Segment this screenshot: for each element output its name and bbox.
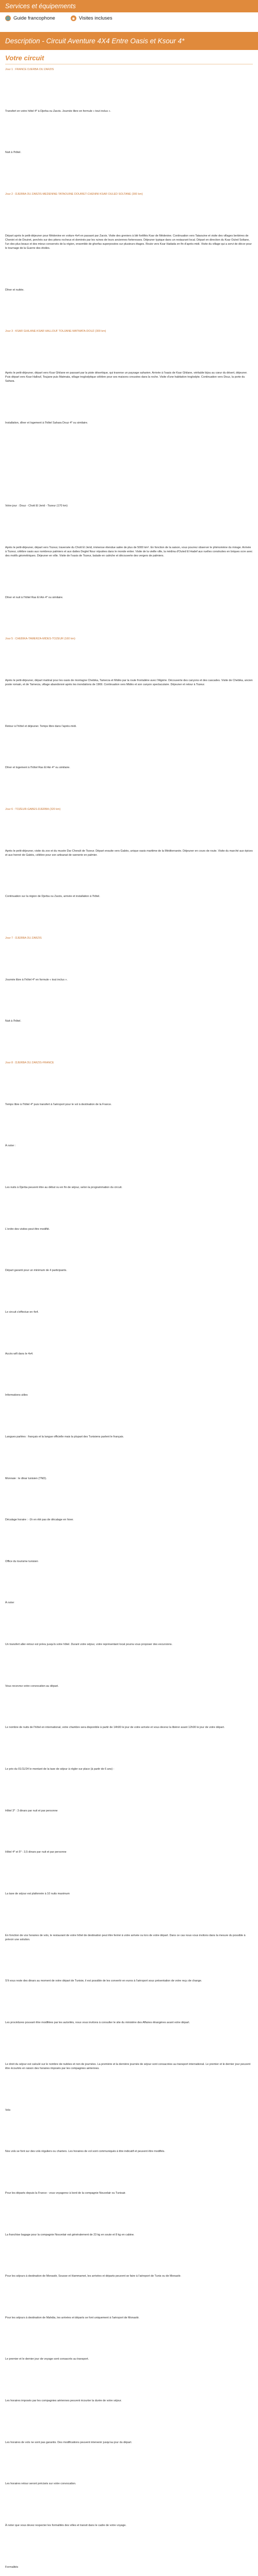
service-guide <box>5 15 55 21</box>
description-paragraph: La franchise bagage pour la compagnie Nouvelair est généralement de 23 kg en soute et 8 kg en cabine. <box>5 2233 135 2236</box>
globe-icon <box>5 15 11 21</box>
description-paragraph: Office du tourisme tunisien <box>5 1560 38 1563</box>
description-paragraph: Vols <box>5 2108 11 2112</box>
description-paragraph: Les procédures pouvant être modifiées par les autorités, nous vous invitons à consulter le site du ministère des Affaires étrangères avant votre départ. <box>5 2021 190 2025</box>
description-paragraph: Les horaires imposés par les compagnies aériennes peuvent écourter la durée de votre séjour. <box>5 2399 122 2403</box>
description-paragraph <box>5 462 253 466</box>
description-paragraph: Nos vols se font sur des vols réguliers ou charters. Les horaires de vol sont communiqués à titre indicatif et peuvent être modifiés. <box>5 2150 165 2154</box>
description-paragraph: Après le petit-déjeuner, départ matinal pour les oasis de montagne Chebika, Tamerza et Midès par la route frontalière avec l'Algérie. Découverte des canyons et des cascades. Visite de Chebika, ancien poste romain, et de Tamerza, village abandonné après les inondations de 1969. Continuation vers Midès et son canyon spectaculaire. Déjeuner et retour à Tozeur. <box>5 679 253 686</box>
description-paragraph: Retour à l'hôtel et déjeuner. Temps libre dans l'après-midi. <box>5 724 77 728</box>
description-paragraph: Le premier et le dernier jour de voyage sont consacrés au transport. <box>5 2358 89 2361</box>
description-paragraph: Pour les séjours à destination de Mahdia, les arrivées et départs se font uniquement à l'aéroport de Monastir. <box>5 2316 139 2319</box>
description-paragraph: La taxe de séjour est plafonnée à 10 nuits maximum <box>5 1892 70 1896</box>
service-visits <box>71 15 112 21</box>
description-paragraph: Les horaires de vols ne sont pas garantis. Des modifications peuvent intervenir jusqu'au jour du départ. <box>5 2441 132 2444</box>
description-paragraph: Pour les départs depuis la France : vous voyagerez à bord de la compagnie Nouvelair ou Tunisair. <box>5 2191 126 2195</box>
description-paragraph: Après le petit-déjeuner, départ vers Tozeur, traversée du Chott El Jerid, immense étendue salée de plus de 5000 km². En fonction de la saison, vous pourrez observer le phénomène du mirage. Arrivée à Tozeur, célèbre oasis aux nombreux palmiers et aux dattes Deglet Nour réputées dans le monde entier. Visite de la vieille ville, la médina d'Ouled El Hadef aux ruelles construites en briques ocre avec des motifs géométriques. Déjeuner en ville. Visite de l'oasis de Tozeur, balade en calèche et découverte des vergers de palmiers. <box>5 546 253 557</box>
description-paragraph: Hôtel 3* : 3 dinars par nuit et par personne <box>5 1809 58 1812</box>
description-paragraph: Les nuits à Djerba peuvent être au début ou en fin de séjour, selon la programmation du circuit. <box>5 1185 122 1189</box>
services-row <box>0 12 258 24</box>
description-paragraph: Formalités <box>5 2565 19 2569</box>
description-paragraph: Jour 3 : KSAR GHILANE-KSAR HALLOUF TOUJANE-MATMATA-DOUZ (300 km) <box>5 330 106 333</box>
description-paragraph: Décalage horaire : -1h en été pas de décalage en hiver. <box>5 1518 74 1522</box>
description-paragraph: Transfert en votre hôtel 4* à Djerba ou Zarzis. Journée libre en formule « tout inclus ». <box>5 109 111 113</box>
description-paragraph: Le circuit s'effectue en 4x4. <box>5 1310 39 1314</box>
description-paragraph: Monnaie : le dinar tunisien (TND). <box>5 1477 47 1480</box>
description-paragraph: À noter : <box>5 1144 16 1148</box>
description-paragraph: Après le petit-déjeuner, visite du zoo et du musée Dar Cheraït de Tozeur. Départ ensuite vers Gabès, unique oasis maritime de la Méditerranée. Déjeuner en cours de route. Visite du marché aux épices et aux henné de Gabès, célèbre pour son artisanat de vannerie en palmier. <box>5 849 253 857</box>
description-paragraph: Votre jour : Douz - Chott El Jerid - Tozeur (170 km) <box>5 504 68 508</box>
eye-icon <box>71 15 76 21</box>
circuit-section-title: Votre circuit <box>5 50 253 64</box>
description-paragraph: Jour 7 : DJERBA OU ZARZIS <box>5 936 42 940</box>
description-paragraph: Jour 8 : DJERBA OU ZARZIS-FRANCE <box>5 1061 54 1064</box>
description-paragraph: Jour 1 : FRANCE DJERBA OU ZARZIS <box>5 68 54 71</box>
description-header <box>0 32 258 50</box>
services-title: Services et équipements <box>5 3 76 10</box>
description-paragraph: Le nombre de nuits de l'hôtel en international, votre chambre sera disponible à partir de 14h00 le jour de votre arrivée et vous devrez la libérer avant 12h00 le jour de votre départ. <box>5 1726 225 1730</box>
description-paragraph: À noter <box>5 1601 14 1605</box>
description-paragraph: Journée libre à l'hôtel 4* en formule « tout inclus ». <box>5 978 68 981</box>
description-paragraph: Vous recevrez votre convocation au départ. <box>5 1684 59 1688</box>
description-paragraph: Installation, dîner et logement à l'hôtel Sahara Douz 4* ou similaire. <box>5 421 88 425</box>
description-paragraph: Jour 5 : CHEBIKA-TAMERZA-MIDES-TOZEUR (160 km) <box>5 637 75 641</box>
description-paragraph: Dîner et nuit à l'hôtel Ras El Ain 4* ou similaire. <box>5 596 63 599</box>
description-paragraph: Départ garanti pour un minimum de 4 participants. <box>5 1269 67 1273</box>
description-paragraph: Informations utiles <box>5 1394 28 1397</box>
description-paragraph: Continuation sur la région de Djerba ou Zarzis, arrivée et installation à l'hôtel. <box>5 895 100 899</box>
description-paragraph: À noter que vous devez respecter les formalités des villes et transit dans le cadre de votre voyage. <box>5 2524 126 2528</box>
description-paragraph: Le droit du séjour est calculé sur le nombre de nuitées et non de journées. La première et la dernière journée de séjour sont consacrées au transport international. Le premier et le dernier jour peuvent être écourtés en raison des horaires imposés par les compagnies aériennes. <box>5 2062 251 2070</box>
service-label-visits: Visites incluses <box>78 15 112 21</box>
description-paragraph: Après le petit-déjeuner, départ vers Ksar Ghilane en passant par la piste désertique, qui traverse un paysage saharien. Arrivée à l'oasis de Ksar Ghilane, véritable bijou au cœur du désert, déjeuner. Puis départ vers Ksar Hallouf, Toujane puis Matmata, village troglodytique célèbre pour ses maisons creusées dans la roche. Visite d'une habitation troglodyte. Continuation vers Douz, la porte du Sahara. <box>5 371 248 383</box>
description-paragraph: Dîner et logement à l'hôtel Ras El Ain 4* ou similaire. <box>5 766 70 770</box>
description-paragraph: Départ après le petit-déjeuner pour Médenine en voiture 4x4 en passant par Zarzis. Visite des greniers à blé fortifiés Ksar de Médenine. Continuation vers Tataouine et visite des villages berbères de Chenini et de Douiret, perchés sur des pitons rocheux et dominés par les ruines de leurs anciennes forteresses. Déjeuner typique dans un restaurant local. Départ en direction du Ksar Ouled Soltane, l'un des plus beaux et des mieux conservés de la région, ensemble de ghorfas superposées sur plusieurs étages. Route vers Ksar Hadada en fin d'après-midi. Visite du village qui a servi de décor pour le tournage de la Guerre des étoiles. <box>5 234 252 250</box>
description-paragraph: Nuit à l'hôtel. <box>5 1020 21 1023</box>
description-paragraph: En fonction de vos horaires de vols, le restaurant de votre hôtel de destination peut être fermé à votre arrivée ou lors de votre départ. Dans ce cas nous vous invitons dans la mesure du possible à prévoir une solution. <box>5 1934 246 1941</box>
description-paragraph: Langues parlées : français et la langue officielle mais la plupart des Tunisiens parlent le français. <box>5 1435 124 1438</box>
description-paragraph: Pour les séjours à destination de Monastir, Sousse et Hammamet, les arrivées et départs peuvent se faire à l'aéroport de Tunis ou de Monastir. <box>5 2275 181 2278</box>
description-paragraph: Le prix du 01/11/24 le montant de la taxe de séjour à régler sur place (à partir de 6 ans) : <box>5 1768 115 1771</box>
description-body <box>0 64 258 2576</box>
description-paragraph: L'ordre des visites peut être modifié. <box>5 1227 50 1231</box>
service-label-guide: Guide francophone <box>13 15 55 21</box>
description-paragraph: Hôtel 4* et 5* : 3,5 dinars par nuit et par personne <box>5 1851 67 1854</box>
description-paragraph: Nuit à l'hôtel. <box>5 151 21 155</box>
description-paragraph: Un transfert aller-retour est prévu jusqu'à votre hôtel. Durant votre séjour, votre représentant local pourra vous proposer des excursions. <box>5 1643 173 1647</box>
description-paragraph: S'il vous reste des dinars au moment de votre départ de Tunisie, il est possible de les convertir en euros à l'aéroport sous présentation de votre reçu de change. <box>5 1979 202 1983</box>
description-paragraph: Accès wifi dans le 4x4. <box>5 1352 34 1355</box>
services-header <box>0 0 258 12</box>
description-paragraph: Jour 6 : TOZEUR-GABES-DJERBA (320 km) <box>5 807 61 811</box>
description-paragraph: Jour 2 : DJERBA OU ZARZIS-MEDENINE-TATAOUINE DOUIRET-CHENINI KSAR OULED SOLTANE (300 km) <box>5 192 143 196</box>
description-paragraph: Temps libre à l'hôtel 4* puis transfert à l'aéroport pour le vol à destination de la France. <box>5 1103 112 1106</box>
description-paragraph: Dîner et nuitée. <box>5 288 24 292</box>
description-title: Description - Circuit Aventure 4X4 Entre Oasis et Ksour 4* <box>5 37 185 45</box>
description-paragraph: Les horaires retour seront précisés sur votre convocation. <box>5 2482 76 2486</box>
